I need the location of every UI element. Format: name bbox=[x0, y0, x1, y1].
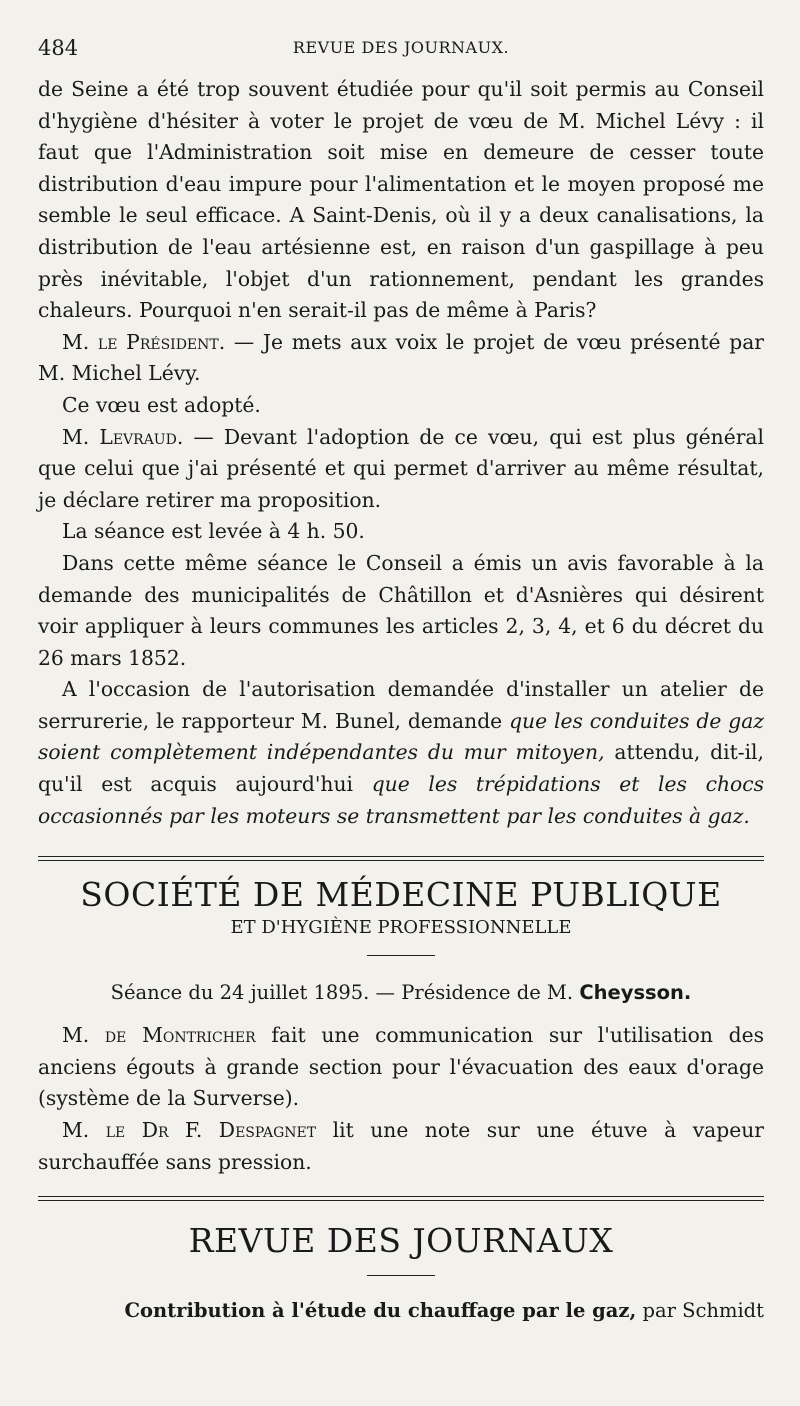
running-header bbox=[38, 36, 764, 66]
paragraph-water-supply: de Seine a été trop souvent étudiée pour qu'il soit permis au Conseil d'hygiène d'hésiter à voter le projet de vœu de M. Michel Lévy : il faut que l'Administration soit mise en demeure de cesser toute distribution d'eau impure pour l'alimentation et le moyen proposé me semble le seul efficace. A Saint-Denis, où il y a deux canalisations, la distribution de l'eau artésienne est, en raison d'un gaspillage à peu près inévitable, l'objet d'un rationnement, pendant les grandes chaleurs. Pourquoi n'en serait-il pas de même à Paris? bbox=[38, 77, 764, 323]
society-subtitle: ET D'HYGIÈNE PROFESSIONNELLE bbox=[230, 917, 572, 939]
contribution-author: par Schmidt bbox=[636, 1299, 764, 1323]
despagnet-text: lit une note sur une étuve à vapeur surchauffée sans pression. bbox=[38, 1118, 764, 1174]
page-body bbox=[38, 74, 764, 1326]
paragraph-favorable-opinion: Dans cette même séance le Conseil a émis un avis favorable à la demande des municipalités de Châtillon et d'Asnières qui désirent voir appliquer à leurs communes les articles 2, 3, 4, et 6 du décret du 26 mars 1852. bbox=[38, 550, 764, 670]
gas-pipes-text-a: A l'occasion de l'autorisation demandée d'installer un atelier de serrurerie, le rapporteur M. Bunel, demande bbox=[38, 677, 764, 733]
paragraph-levraud bbox=[38, 422, 764, 517]
page-number: 484 bbox=[38, 36, 79, 60]
journals-title: REVUE DES JOURNAUX bbox=[188, 1221, 614, 1261]
seance-line bbox=[38, 978, 764, 1008]
paragraph-gas-pipes bbox=[38, 674, 764, 832]
society-title: SOCIÉTÉ DE MÉDECINE PUBLIQUE bbox=[80, 875, 722, 915]
short-rule bbox=[367, 955, 435, 956]
montricher-text: fait une communication sur l'utilisation des anciens égouts à grande section pour l'évacuation des eaux d'orage (système de la Surverse). bbox=[38, 1023, 764, 1111]
paragraph-montricher bbox=[38, 1020, 764, 1115]
speaker-levraud: M. Levraud. bbox=[62, 424, 184, 449]
seance-president: Cheysson. bbox=[579, 981, 692, 1005]
paragraph-president-vote bbox=[38, 327, 764, 390]
paragraph-vow-adopted: Ce vœu est adopté. bbox=[62, 392, 261, 417]
gas-pipes-italic-b: que les conduites de gaz soient complètement indépendantes du mur mitoyen, bbox=[38, 708, 764, 765]
contribution-line bbox=[38, 1296, 764, 1326]
contribution-title: Contribution à l'étude du chauffage par le gaz, bbox=[124, 1299, 637, 1323]
gas-pipes-italic-d: que les trépidations et les chocs occasionnés par les moteurs se transmettent par les conduites à gaz. bbox=[38, 772, 764, 828]
speaker-president: M. le Président. bbox=[62, 329, 226, 354]
double-rule-divider bbox=[38, 856, 764, 861]
speaker-despagnet: M. le Dr F. Despagnet bbox=[62, 1118, 317, 1143]
president-statement: — Je mets aux voix le projet de vœu présenté par M. Michel Lévy. bbox=[38, 329, 764, 386]
running-title: REVUE DES JOURNAUX. bbox=[292, 38, 510, 57]
paragraph-despagnet bbox=[38, 1115, 764, 1178]
paragraph-session-closed: La séance est levée à 4 h. 50. bbox=[62, 519, 365, 544]
seance-text: Séance du 24 juillet 1895. — Présidence de M. bbox=[110, 981, 580, 1005]
levraud-statement: — Devant l'adoption de ce vœu, qui est plus général que celui que j'ai présenté et qui permet d'arriver au même résultat, je déclare retirer ma proposition. bbox=[38, 424, 764, 512]
short-rule-2 bbox=[367, 1275, 435, 1276]
gas-pipes-text-c: attendu, dit-il, qu'il est acquis aujourd'hui bbox=[38, 740, 764, 797]
double-rule-divider-2 bbox=[38, 1196, 764, 1201]
speaker-montricher: M. de Montricher bbox=[62, 1023, 256, 1048]
